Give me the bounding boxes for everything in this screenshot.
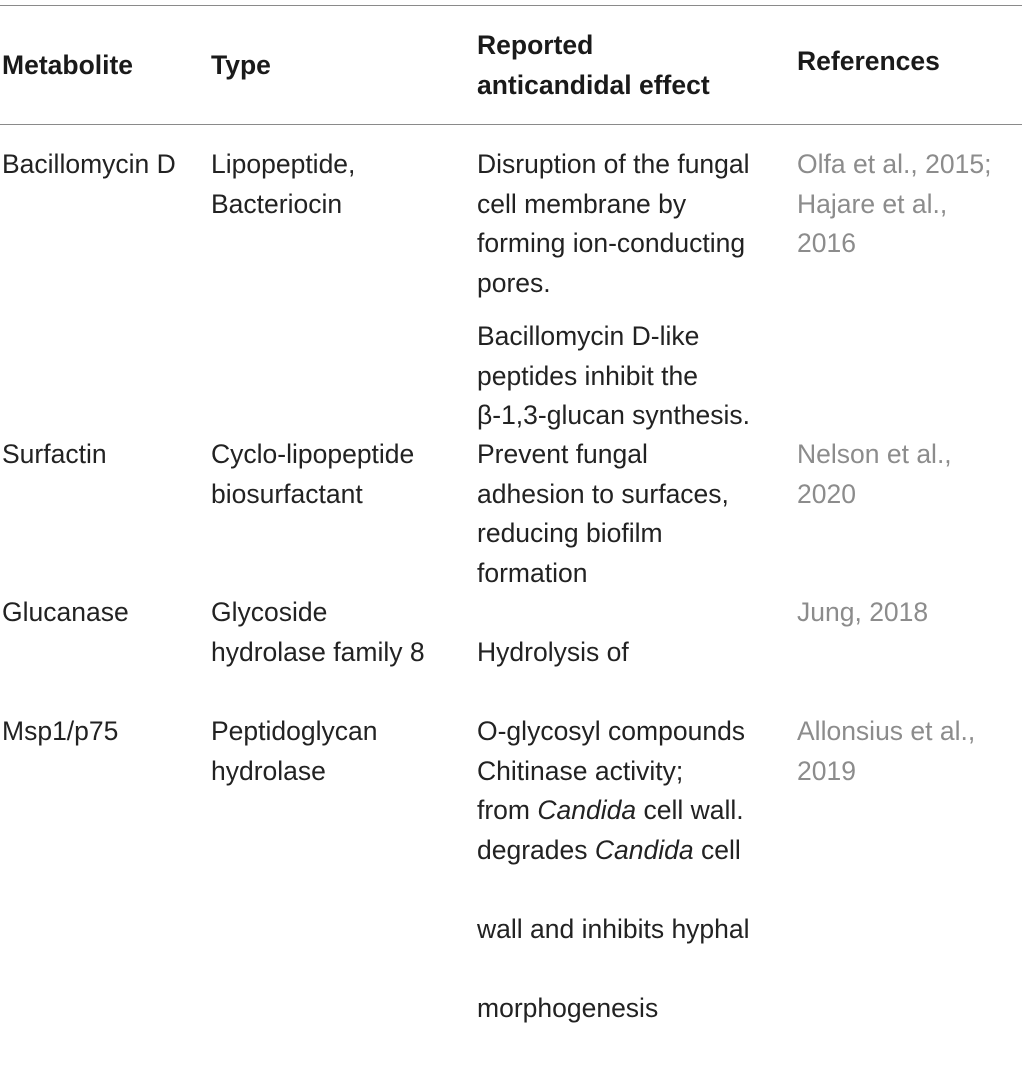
row-4-effect-line-4: morphogenesis	[477, 993, 659, 1024]
row-4-effect-line-2-suffix: cell	[693, 834, 741, 865]
row-3-effect-line-1: Hydrolysis of	[477, 636, 629, 667]
header-effect: Reported anticandidal effect	[477, 30, 710, 100]
row-2-type: Cyclo-lipopeptide biosurfactant	[211, 439, 415, 509]
header-metabolite: Metabolite	[2, 50, 134, 80]
row-1-type: Lipopeptide, Bacteriocin	[211, 149, 356, 219]
row-4-type: Peptidoglycan hydrolase	[211, 716, 378, 786]
row-4-effect-line-2-prefix: degrades	[477, 834, 595, 865]
row-3-effect-genus: Candida	[537, 794, 637, 825]
header-type: Type	[211, 50, 271, 80]
row-3-effect-line-3-suffix: cell wall.	[636, 794, 744, 825]
row-4-metabolite: Msp1/p75	[2, 716, 119, 746]
row-3-effect-line-3-prefix: from	[477, 794, 538, 825]
row-2-metabolite: Surfactin	[2, 439, 107, 469]
row-1-references: Olfa et al., 2015; Hajare et al., 2016	[797, 149, 992, 259]
row-4-effect-genus: Candida	[594, 834, 694, 865]
row-4-effect-line-2	[477, 831, 750, 871]
header-references: References	[797, 46, 940, 76]
row-1-metabolite: Bacillomycin D	[2, 149, 176, 179]
row-1-effect-extra: Bacillomycin D-like peptides inhibit the β-1,3-glucan synthesis.	[477, 321, 751, 431]
row-2-effect: Prevent fungal adhesion to surfaces, reducing biofilm formation	[477, 439, 729, 588]
row-1-effect: Disruption of the fungal cell membrane by forming ion-conducting pores.	[477, 149, 750, 298]
row-3-type: Glycoside hydrolase family 8	[211, 597, 425, 667]
row-4-effect-line-1: Chitinase activity;	[477, 755, 684, 786]
row-3-references: Jung, 2018	[797, 597, 929, 627]
row-2-references: Nelson et al., 2020	[797, 439, 952, 509]
table-top-rule	[0, 5, 1022, 6]
table-header-rule	[0, 124, 1022, 125]
row-4-effect-line-3: wall and inhibits hyphal	[477, 913, 750, 944]
row-3-metabolite: Glucanase	[2, 597, 129, 627]
row-4-effect	[477, 712, 750, 1068]
row-4-references: Allonsius et al., 2019	[797, 716, 976, 786]
row-3-effect-line-2: O-glycosyl compounds	[477, 715, 746, 746]
